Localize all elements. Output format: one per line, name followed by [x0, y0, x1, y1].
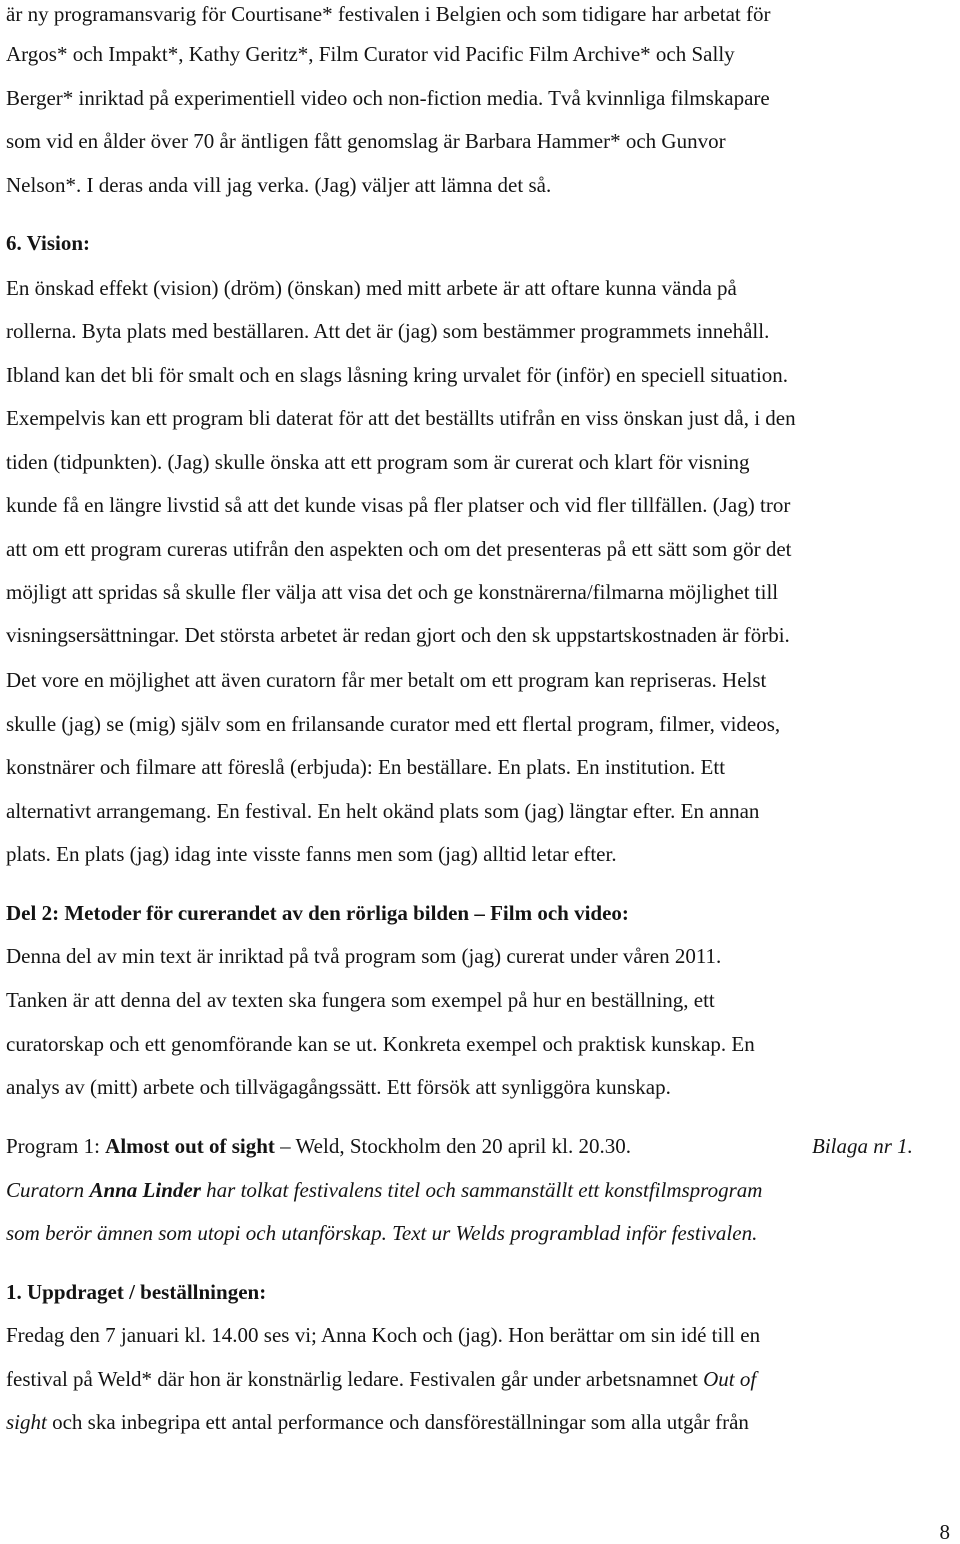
text-line: är ny programansvarig för Courtisane* festivalen i Belgien och som tidigare har arbetat för	[6, 2, 771, 26]
text-line: Ibland kan det bli för smalt och en slags låsning kring urvalet för (inför) en speciell situation.	[6, 363, 789, 387]
section-heading: 6. Vision:	[6, 231, 91, 255]
text-line: Nelson*. I deras anda vill jag verka. (Jag) väljer att lämna det så.	[6, 173, 552, 197]
text-line: Denna del av min text är inriktad på två program som (jag) curerat under våren 2011.	[6, 944, 722, 968]
text-line: Berger* inriktad på experimentiell video och non-fiction media. Två kvinnliga filmskapare	[6, 86, 770, 110]
section-heading: 1. Uppdraget / beställningen:	[6, 1280, 267, 1304]
program-caption-line	[6, 1176, 762, 1204]
page-number: 8	[939, 1520, 950, 1544]
program-prefix: Program 1:	[6, 1134, 106, 1158]
program-venue: – Weld, Stockholm den 20 april kl. 20.30.	[274, 1134, 631, 1158]
appendix-reference: Bilaga nr 1.	[812, 1134, 913, 1158]
text-segment: och ska inbegripa ett antal performance och dansföreställningar som alla utgår från	[46, 1410, 749, 1434]
text-line: som vid en ålder över 70 år äntligen fått genomslag är Barbara Hammer* och Gunvor	[6, 129, 726, 153]
text-line: En önskad effekt (vision) (dröm) (önskan) med mitt arbete är att oftare kunna vända på	[6, 276, 737, 300]
program-title: Almost out of sight	[105, 1134, 275, 1158]
text-line	[6, 1365, 756, 1393]
text-line: plats. En plats (jag) idag inte visste fanns men som (jag) alltid letar efter.	[6, 842, 617, 866]
caption-text: har tolkat festivalens titel och sammanställt ett konstfilmsprogram	[200, 1178, 763, 1202]
text-line: rollerna. Byta plats med beställaren. Att det är (jag) som bestämmer programmets innehåll.	[6, 319, 770, 343]
text-line: att om ett program cureras utifrån den aspekten och om det presenteras på ett sätt som gör det	[6, 537, 792, 561]
program-caption-line: som berör ämnen som utopi och utanförskap. Text ur Welds programblad inför festivalen.	[6, 1221, 758, 1245]
curator-name: Anna Linder	[89, 1178, 201, 1202]
part-heading: Del 2: Metoder för curerandet av den rörliga bilden – Film och video:	[6, 901, 629, 925]
text-line: möjligt att spridas så skulle fler välja att visa det och ge konstnärerna/filmarna möjlighet till	[6, 580, 779, 604]
text-line: konstnärer och filmare att föreslå (erbjuda): En beställare. En plats. En institution. Ett	[6, 755, 726, 779]
text-line: Det vore en möjlighet att även curatorn får mer betalt om ett program kan repriseras. Helst	[6, 668, 767, 692]
program-heading-line	[6, 1132, 956, 1160]
text-line: kunde få en längre livstid så att det kunde visas på fler platser och vid fler tillfällen. (Jag) tror	[6, 493, 791, 517]
text-line: tiden (tidpunkten). (Jag) skulle önska att ett program som är curerat och klart för visning	[6, 450, 750, 474]
text-line: Argos* och Impakt*, Kathy Geritz*, Film Curator vid Pacific Film Archive* och Sally	[6, 42, 735, 66]
text-line: analys av (mitt) arbete och tillvägagångssätt. Ett försök att synliggöra kunskap.	[6, 1075, 671, 1099]
working-title: Out of	[703, 1367, 757, 1391]
text-line: Exempelvis kan ett program bli daterat för att det beställts utifrån en viss önskan just då, i den	[6, 406, 796, 430]
text-segment: festival på Weld* där hon är konstnärlig ledare. Festivalen går under arbetsnamnet	[6, 1367, 704, 1391]
text-line: alternativt arrangemang. En festival. En helt okänd plats som (jag) längtar efter. En annan	[6, 799, 760, 823]
text-line: curatorskap och ett genomförande kan se ut. Konkreta exempel och praktisk kunskap. En	[6, 1032, 755, 1056]
text-line: Tanken är att denna del av texten ska fungera som exempel på hur en beställning, ett	[6, 988, 715, 1012]
text-line: skulle (jag) se (mig) själv som en frilansande curator med ett flertal program, filmer, videos,	[6, 712, 781, 736]
caption-text: Curatorn	[6, 1178, 90, 1202]
text-line: Fredag den 7 januari kl. 14.00 ses vi; Anna Koch och (jag). Hon berättar om sin idé till en	[6, 1323, 761, 1347]
text-line	[6, 1408, 749, 1436]
working-title: sight	[6, 1410, 47, 1434]
text-line: visningsersättningar. Det största arbetet är redan gjort och den sk uppstartskostnaden är förbi.	[6, 623, 790, 647]
